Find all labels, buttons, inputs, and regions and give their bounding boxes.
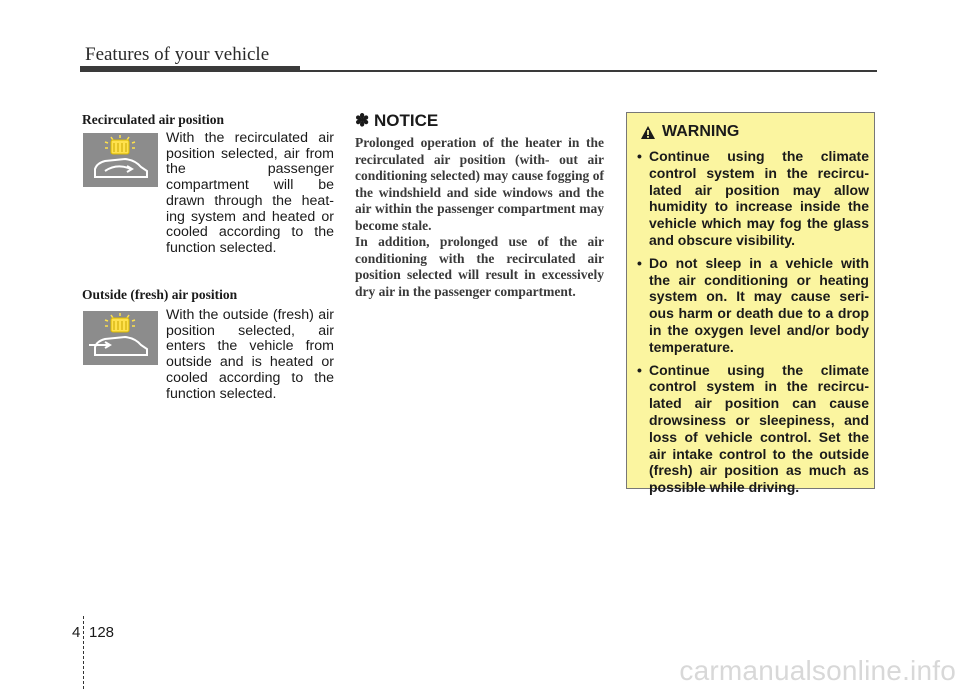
notice-body <box>355 135 604 300</box>
warning-item-text: Continue using the climate control system in the recircu- lated air position may allow humidity to increase inside the vehicle which may fog the glass and obscure visibility. <box>649 148 869 248</box>
warning-item <box>637 148 869 249</box>
header-rule-thick <box>80 66 300 72</box>
bullet-icon: • <box>637 361 642 378</box>
warning-item-text: Do not sleep in a vehicle with the air conditioning or heating system on. It may cause seri- ous harm or death due to a drop in the oxygen level and/or body temperature. <box>649 254 869 355</box>
notice-paragraph: Prolonged operation of the heater in the recirculated air position (with- out air conditioning selected) may cause fogging of the windshield and side windows and the air within the passenger compartment may become stale. <box>355 135 604 233</box>
warning-heading <box>640 123 739 141</box>
bullet-icon: • <box>637 148 642 164</box>
notice-paragraph: In addition, prolonged use of the air conditioning with the recirculated air position selected will result in excessively dry air in the passenger compartment. <box>355 234 604 299</box>
warning-item-text: Continue using the climate control system in the recircu- lated air position can cause drowsiness or sleepiness, and loss of vehicle control. Set the air intake control to the outside (fresh) air position as much as possible while driving. <box>649 361 869 496</box>
warning-item <box>637 255 869 356</box>
section-number: 4 <box>72 624 81 641</box>
outside-description: With the outside (fresh) air position selected, air enters the vehicle from outside and is heated or cooled according to the function selected. <box>166 307 334 402</box>
notice-title: ✽ NOTICE <box>355 111 439 130</box>
recirculated-description: With the recirculated air position selected, air from the passenger compartment will be drawn through the heat- ing system and heated or cooled according to the function selected. <box>166 130 334 256</box>
warning-list <box>637 148 869 502</box>
warning-title: WARNING <box>662 123 740 140</box>
page-number: 128 <box>89 624 115 641</box>
page-divider <box>83 616 84 689</box>
recirculated-air-icon <box>83 133 158 187</box>
outside-air-icon <box>83 311 158 365</box>
warning-item <box>637 362 869 496</box>
outside-heading: Outside (fresh) air position <box>82 287 238 302</box>
header-rule-thin <box>300 70 877 72</box>
watermark: carmanualsonline.info <box>679 655 956 686</box>
warning-triangle-icon <box>640 125 656 140</box>
recirculated-heading: Recirculated air position <box>82 112 224 127</box>
bullet-icon: • <box>637 254 642 271</box>
page-header-title: Features of your vehicle <box>85 44 270 65</box>
